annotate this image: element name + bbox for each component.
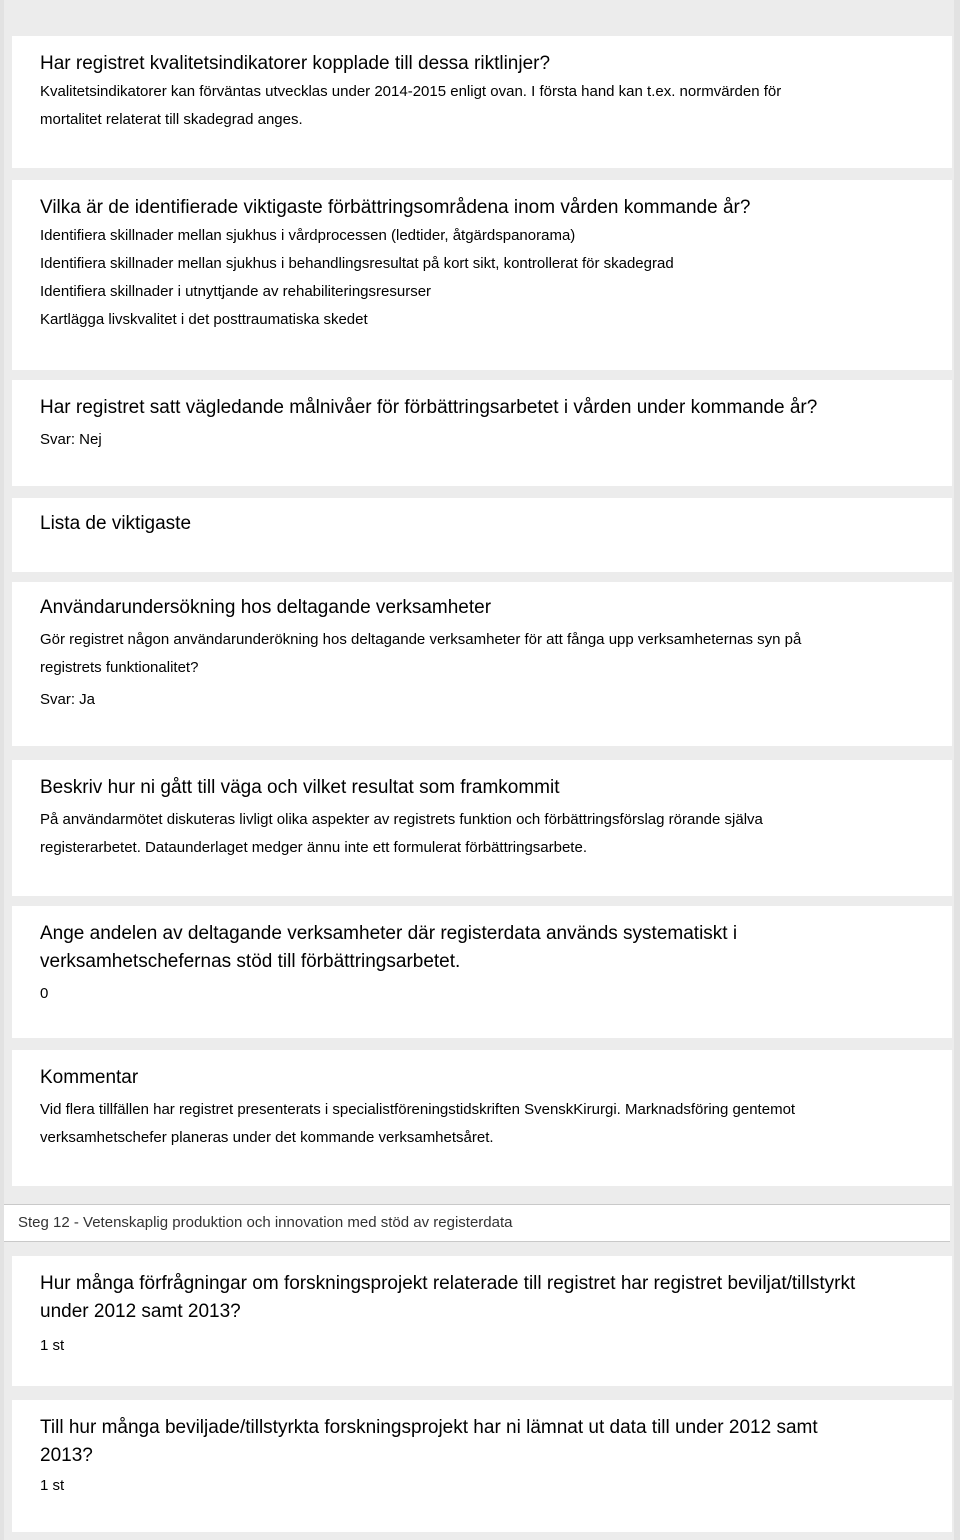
section-card: [12, 498, 952, 572]
section-card: [12, 582, 952, 746]
question-heading: Hur många förfrågningar om forskningsprojekt relaterade till registret har registret beviljat/tillstyrkt: [40, 1273, 856, 1294]
answer-text: På användarmötet diskuteras livligt olika aspekter av registrets funktion och förbättringsförslag rörande själva: [40, 811, 763, 828]
answer-text: Identifiera skillnader i utnyttjande av rehabiliteringsresurser: [40, 283, 432, 300]
answer-text: Identifiera skillnader mellan sjukhus i behandlingsresultat på kort sikt, kontrollerat för skadegrad: [40, 255, 674, 272]
question-heading: Lista de viktigaste: [40, 513, 192, 534]
answer-value: 1 st: [40, 1477, 65, 1494]
section-card: [12, 1256, 952, 1386]
question-heading: Ange andelen av deltagande verksamheter där registerdata används systematiskt i: [40, 923, 738, 944]
answer-text: verksamhetschefer planeras under det kommande verksamhetsåret.: [40, 1129, 494, 1146]
section-card: [12, 380, 952, 486]
section-card: [12, 1050, 952, 1186]
answer-text: mortalitet relaterat till skadegrad anges.: [40, 111, 303, 128]
question-heading: verksamhetschefernas stöd till förbättringsarbetet.: [40, 951, 461, 972]
question-heading: Kommentar: [40, 1067, 139, 1088]
left-margin-bar: [0, 0, 4, 1540]
answer-text: Identifiera skillnader mellan sjukhus i vårdprocessen (ledtider, åtgärdspanorama): [40, 227, 576, 244]
question-heading: 2013?: [40, 1445, 93, 1466]
question-heading: Har registret satt vägledande målnivåer för förbättringsarbetet i vården under kommande år?: [40, 397, 818, 418]
step-header: Steg 12 - Vetenskaplig produktion och innovation med stöd av registerdata: [4, 1204, 950, 1242]
right-margin-bar: [954, 0, 960, 1540]
question-heading: Användarundersökning hos deltagande verksamheter: [40, 597, 492, 618]
answer-text: Svar: Nej: [40, 431, 102, 448]
question-heading: Vilka är de identifierade viktigaste förbättringsområdena inom vården kommande år?: [40, 197, 751, 218]
answer-value: 0: [40, 985, 49, 1002]
section-card: [12, 906, 952, 1038]
answer-text: Svar: Ja: [40, 691, 96, 708]
answer-text: registerarbetet. Dataunderlaget medger ännu inte ett formulerat förbättringsarbete.: [40, 839, 587, 856]
section-card: [12, 760, 952, 896]
question-heading: Till hur många beviljade/tillstyrkta forskningsprojekt har ni lämnat ut data till under 2012 samt: [40, 1417, 818, 1438]
answer-value: 1 st: [40, 1337, 65, 1354]
section-card: [12, 1400, 952, 1532]
answer-text: Gör registret någon användarunderökning hos deltagande verksamheter för att fånga upp verksamheternas syn på: [40, 631, 802, 648]
answer-text: Kartlägga livskvalitet i det posttraumatiska skedet: [40, 311, 368, 328]
answer-text: Kvalitetsindikatorer kan förväntas utvecklas under 2014-2015 enligt ovan. I första hand kan t.ex. normvärden för: [40, 83, 782, 100]
answer-text: Vid flera tillfällen har registret presenterats i specialistföreningstidskriften SvenskKirurgi. Marknadsföring gentemot: [40, 1101, 796, 1118]
section-card: [12, 36, 952, 168]
question-heading: under 2012 samt 2013?: [40, 1301, 241, 1322]
answer-text: registrets funktionalitet?: [40, 659, 199, 676]
question-heading: Beskriv hur ni gått till väga och vilket resultat som framkommit: [40, 777, 560, 798]
section-card: [12, 180, 952, 370]
question-heading: Har registret kvalitetsindikatorer kopplade till dessa riktlinjer?: [40, 53, 551, 74]
